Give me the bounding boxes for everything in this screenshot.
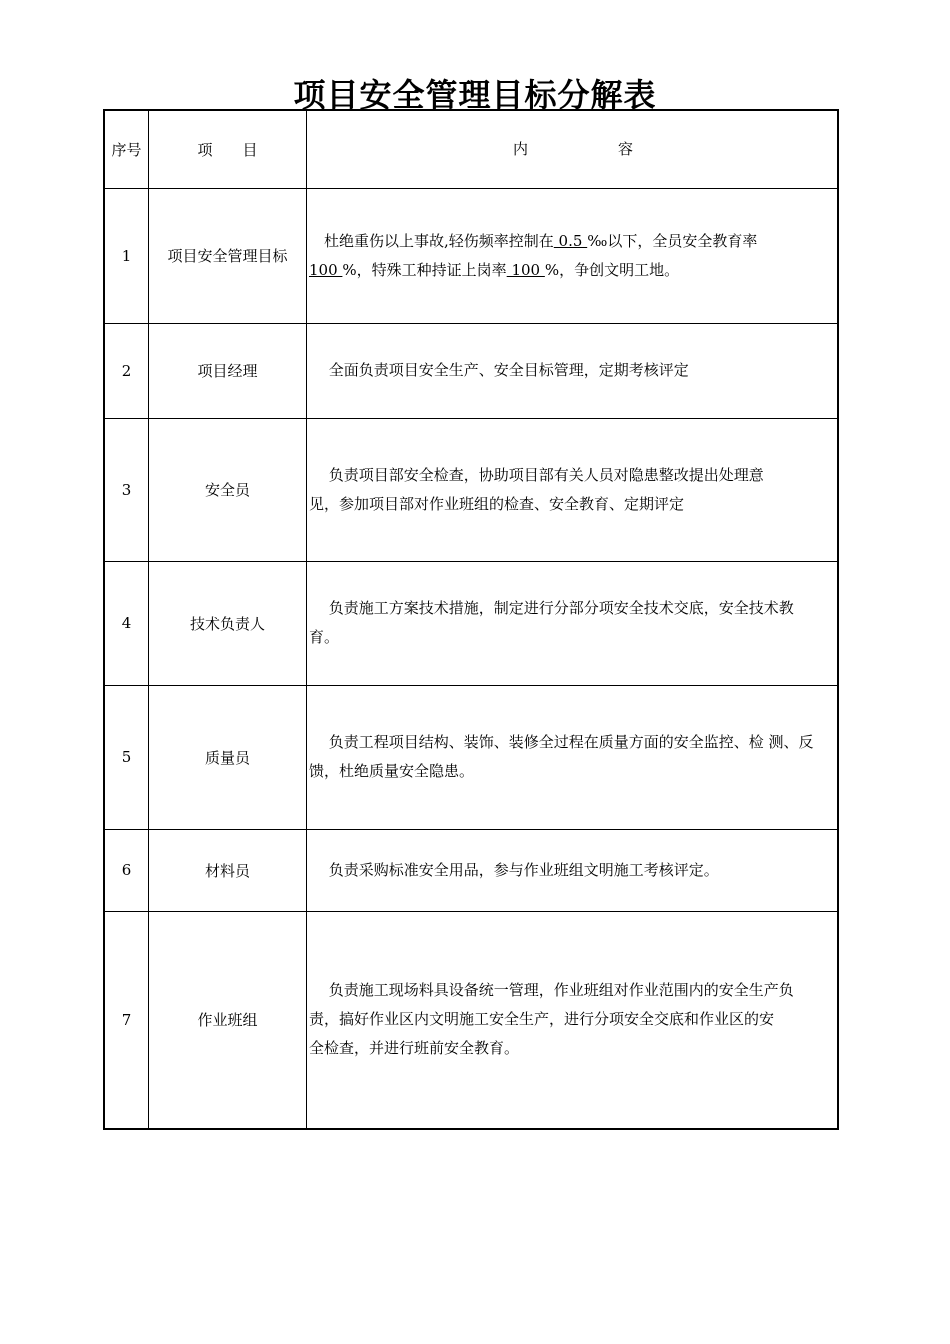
row-no: 2: [104, 323, 149, 418]
injury-rate-value: 0.5: [553, 231, 588, 250]
table-row: [104, 561, 838, 685]
certificate-rate-value: 100: [506, 260, 545, 279]
row-item: 项目安全管理目标: [149, 188, 307, 323]
table-row: [104, 418, 838, 561]
header-content: 内 容: [307, 110, 839, 188]
header-item: 项 目: [149, 110, 307, 188]
row-item: 作业班组: [149, 911, 307, 1129]
table-row: [104, 188, 838, 323]
row-item: 技术负责人: [149, 561, 307, 685]
table-header-row: [104, 110, 838, 188]
row-no: 1: [104, 188, 149, 323]
table-row: [104, 685, 838, 829]
header-no: 序号: [104, 110, 149, 188]
content-line: 育。: [309, 628, 340, 646]
row-item: 材料员: [149, 829, 307, 911]
education-rate-value: 100: [309, 260, 343, 279]
row-item: 质量员: [149, 685, 307, 829]
table-row: [104, 911, 838, 1129]
row-content: [307, 418, 839, 561]
row-item: 项目经理: [149, 323, 307, 418]
table-row: [104, 829, 838, 911]
row-content: [307, 829, 839, 911]
row-content: [307, 323, 839, 418]
content-line: 全检查，并进行班前安全教育。: [309, 1039, 520, 1058]
content-line: 负责项目部安全检查，协助项目部有关人员对隐患整改提出处理意: [309, 465, 764, 484]
content-line: 负责工程项目结构、装饰、装修全过程在质量方面的安全监控、检 测、反: [309, 733, 814, 751]
content-text: %，争创文明工地。: [544, 260, 680, 279]
row-no: 3: [104, 418, 149, 561]
row-item: 安全员: [149, 418, 307, 561]
content-text: ‰以下，全员安全教育率: [587, 231, 758, 250]
page-title: 项目安全管理目标分解表: [293, 76, 657, 114]
row-content: [307, 561, 839, 685]
content-line: 见，参加项目部对作业班组的检查、安全教育、定期评定: [309, 494, 685, 513]
safety-target-table: [103, 109, 839, 1130]
table-row: [104, 323, 838, 418]
row-content: [307, 685, 839, 829]
row-content: [307, 911, 839, 1129]
content-line: 全面负责项目安全生产、安全目标管理，定期考核评定: [309, 361, 689, 379]
row-no: 7: [104, 911, 149, 1129]
content-text: %，特殊工种持证上岗率: [342, 260, 507, 279]
row-no: 4: [104, 561, 149, 685]
content-text: 杜绝重伤以上事故,轻伤频率控制在: [309, 231, 554, 250]
row-no: 6: [104, 829, 149, 911]
row-content: [307, 188, 839, 323]
row-no: 5: [104, 685, 149, 829]
content-line: 负责施工现场料具设备统一管理，作业班组对作业范围内的安全生产负: [309, 981, 794, 1000]
content-line: 馈，杜绝质量安全隐患。: [309, 762, 475, 780]
content-line: 负责施工方案技术措施，制定进行分部分项安全技术交底，安全技术教: [309, 599, 794, 617]
content-line: 责，搞好作业区内文明施工安全生产，进行分项安全交底和作业区的安: [309, 1010, 775, 1029]
content-line: 负责采购标准安全用品，参与作业班组文明施工考核评定。: [309, 860, 719, 879]
